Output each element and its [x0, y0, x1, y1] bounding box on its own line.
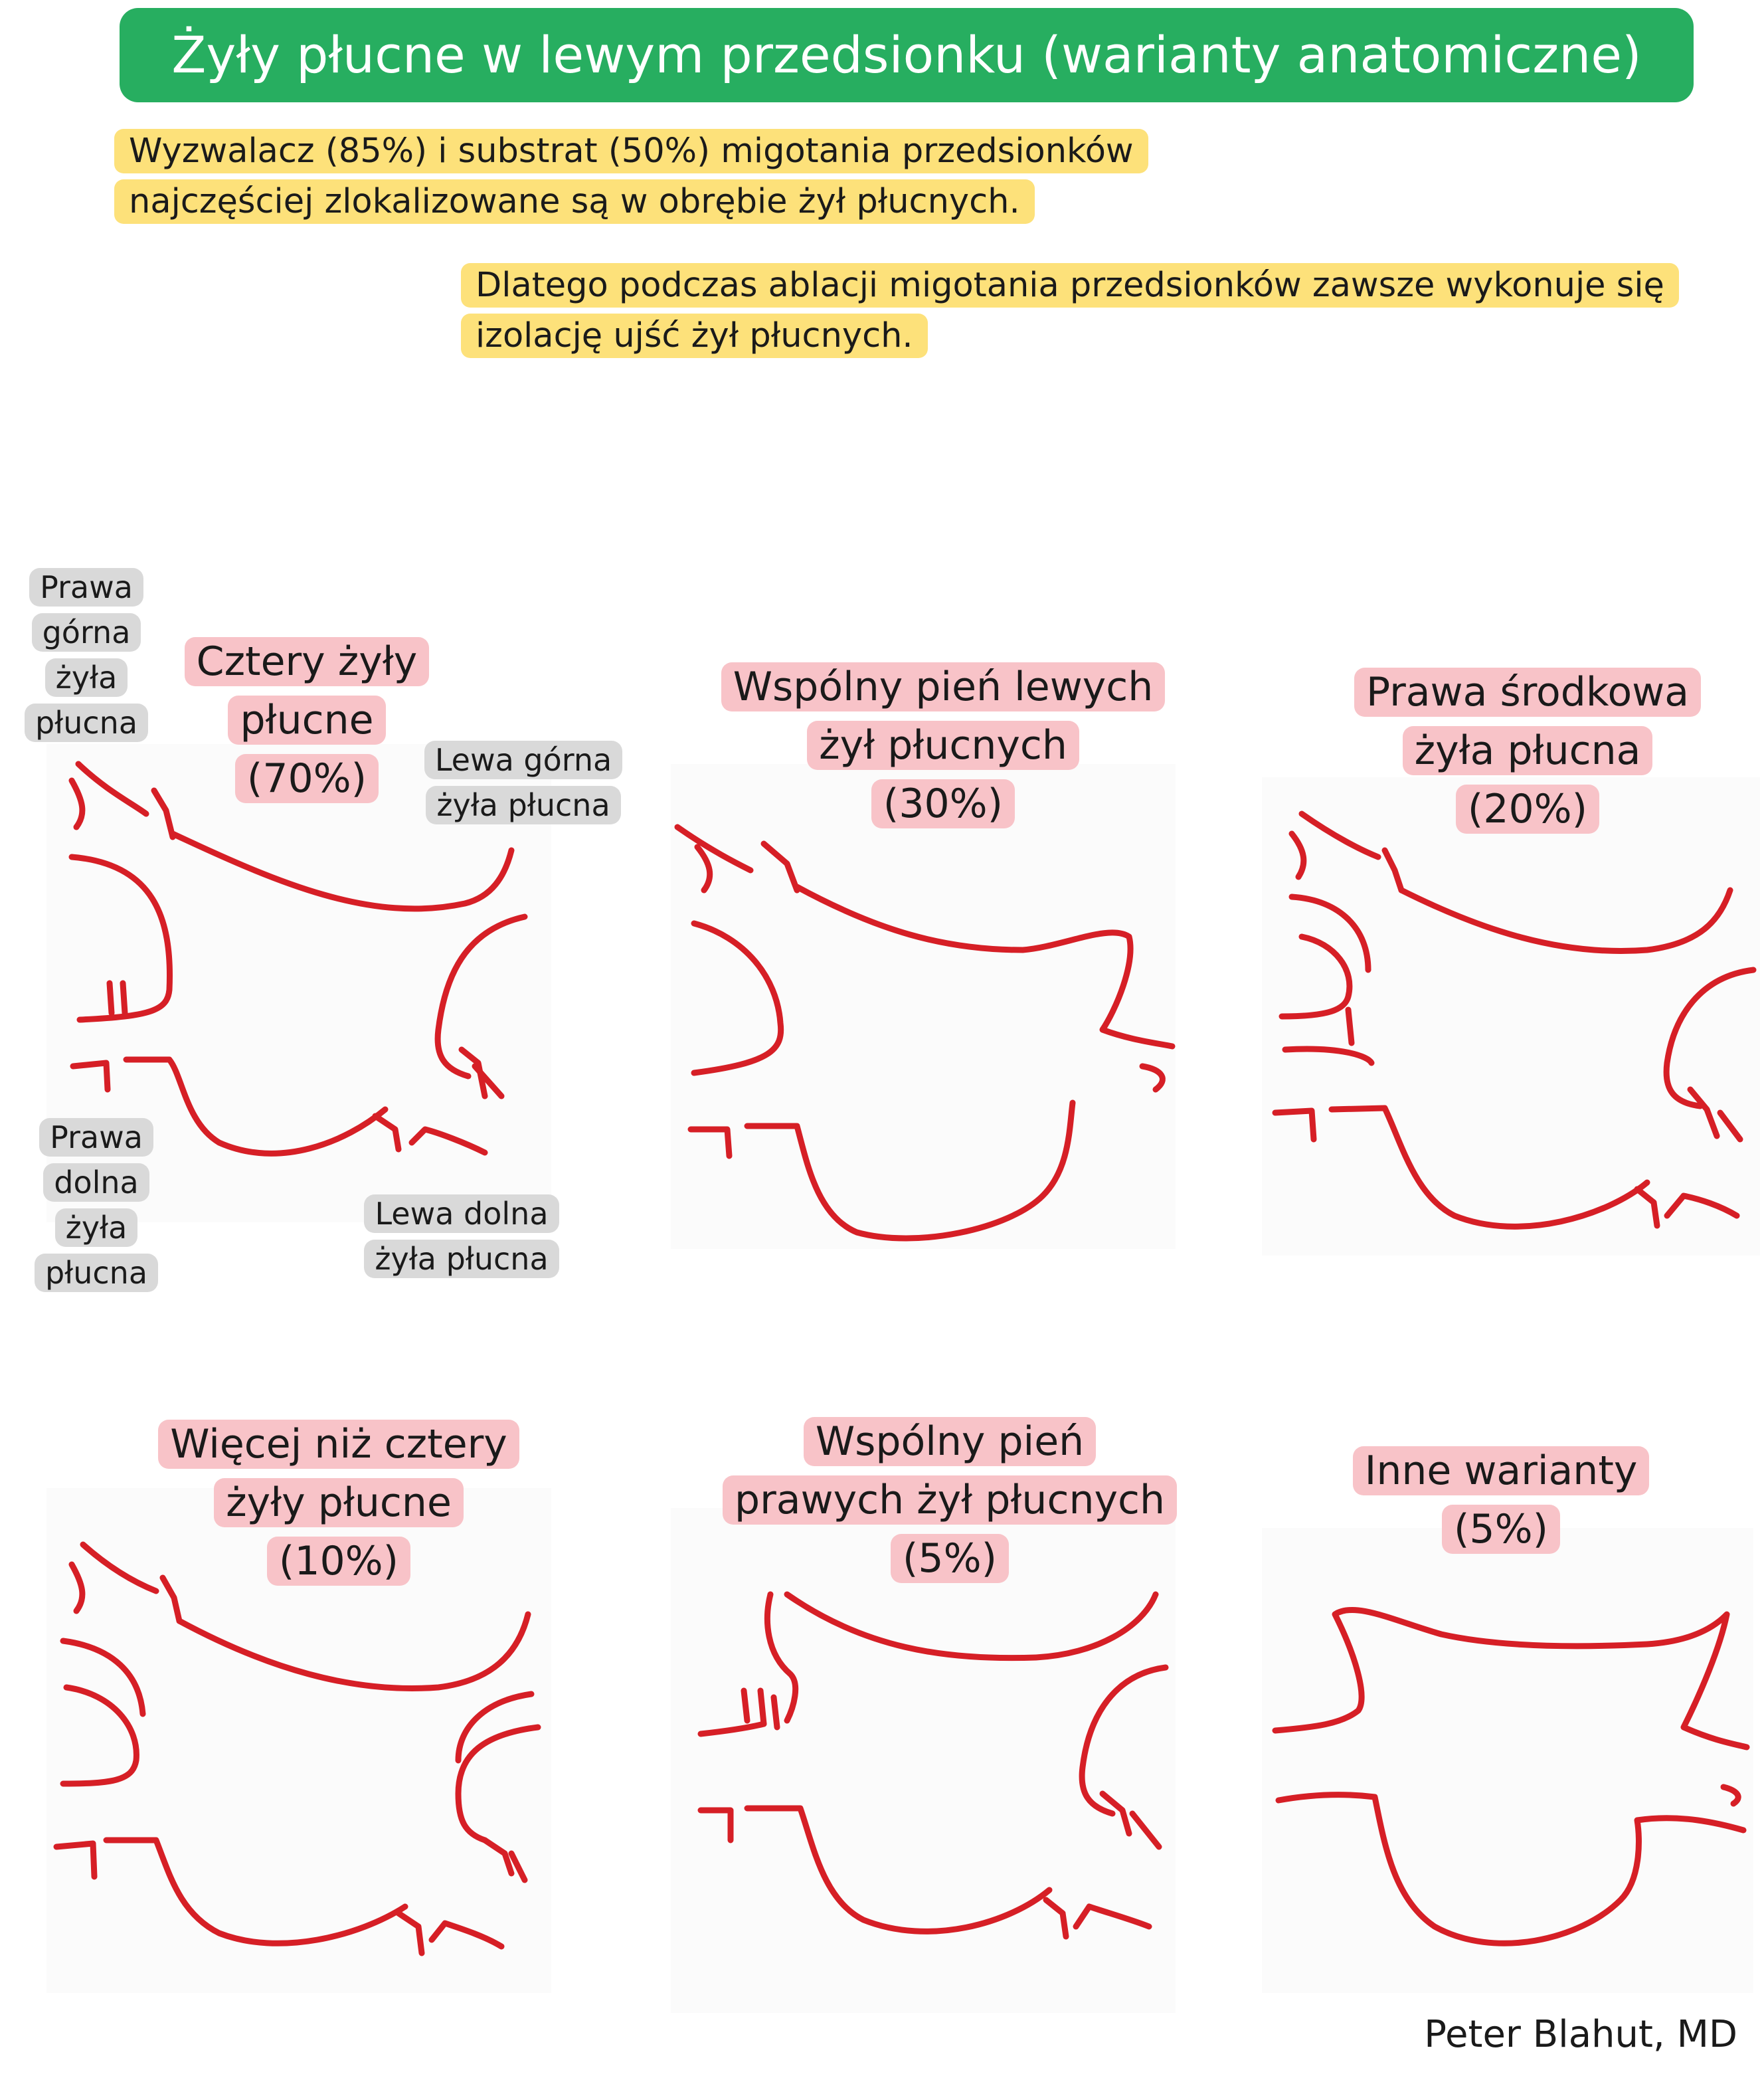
variant-label-6 [1302, 1442, 1700, 1558]
page-title: Żyły płucne w lewym przedsionku (warianty anatomiczne) [120, 8, 1694, 102]
rsv-line-4: płucna [25, 704, 148, 742]
label-right-inferior-vein [30, 1115, 163, 1295]
variant-label-2 [691, 658, 1195, 833]
riv-line-4: płucna [35, 1254, 158, 1292]
author-signature: Peter Blahut, MD [1424, 2013, 1737, 2056]
variant-1-line-2: płucne [228, 696, 385, 745]
variant-3-line-3: (20%) [1456, 785, 1599, 834]
variant-5-line-1: Wspólny pień [804, 1417, 1096, 1466]
variant-5-line-2: prawych żył płucnych [723, 1475, 1177, 1525]
variant-2-line-3: (30%) [871, 779, 1015, 828]
variant-label-3 [1302, 663, 1753, 838]
diagram-other-variants [1275, 1610, 1747, 1943]
variant-2-line-2: żył płucnych [807, 721, 1079, 770]
rsv-line-2: górna [32, 613, 141, 652]
variant-6-line-1: Inne warianty [1353, 1446, 1650, 1495]
diagram-common-trunk-left [677, 827, 1172, 1238]
riv-line-1: Prawa [39, 1118, 153, 1157]
rsv-line-1: Prawa [29, 568, 143, 607]
liv-line-2: żyła płucna [364, 1240, 559, 1278]
diagram-more-veins [56, 1545, 538, 1953]
variant-1-line-3: (70%) [235, 754, 379, 803]
variant-4-line-2: żyły płucne [214, 1478, 464, 1527]
lsv-line-1: Lewa górna [424, 741, 622, 779]
riv-line-3: żyła [55, 1208, 138, 1247]
note-triggers-line-2: najczęściej zlokalizowane są w obrębie żył płucnych. [114, 179, 1035, 224]
variant-3-line-1: Prawa środkowa [1354, 668, 1701, 717]
lsv-line-2: żyła płucna [426, 786, 620, 824]
variant-label-4 [120, 1415, 558, 1590]
label-right-superior-vein [20, 565, 153, 745]
diagram-right-middle-vein [1275, 814, 1753, 1226]
variant-2-line-1: Wspólny pień lewych [721, 662, 1166, 711]
variant-3-line-2: żyła płucna [1403, 726, 1653, 775]
variant-5-line-3: (5%) [891, 1534, 1009, 1583]
variant-6-line-2: (5%) [1442, 1505, 1560, 1554]
variant-4-line-1: Więcej niż cztery [158, 1420, 519, 1469]
liv-line-1: Lewa dolna [364, 1194, 559, 1233]
note-ablation-line-1: Dlatego podczas ablacji migotania przedsionków zawsze wykonuje się [461, 263, 1679, 308]
variant-1-line-1: Cztery żyły [185, 637, 430, 686]
variant-label-1 [174, 632, 440, 808]
note-triggers-line-1: Wyzwalacz (85%) i substrat (50%) migotania przedsionków [114, 129, 1148, 173]
label-left-superior-vein [417, 737, 630, 828]
rsv-line-3: żyła [45, 658, 128, 697]
note-ablation-line-2: izolację ujść żył płucnych. [461, 314, 928, 358]
variant-label-5 [697, 1412, 1202, 1588]
diagram-common-trunk-right [701, 1594, 1166, 1936]
riv-line-2: dolna [43, 1163, 149, 1202]
label-left-inferior-vein [355, 1191, 568, 1281]
variant-4-line-3: (10%) [267, 1537, 410, 1586]
